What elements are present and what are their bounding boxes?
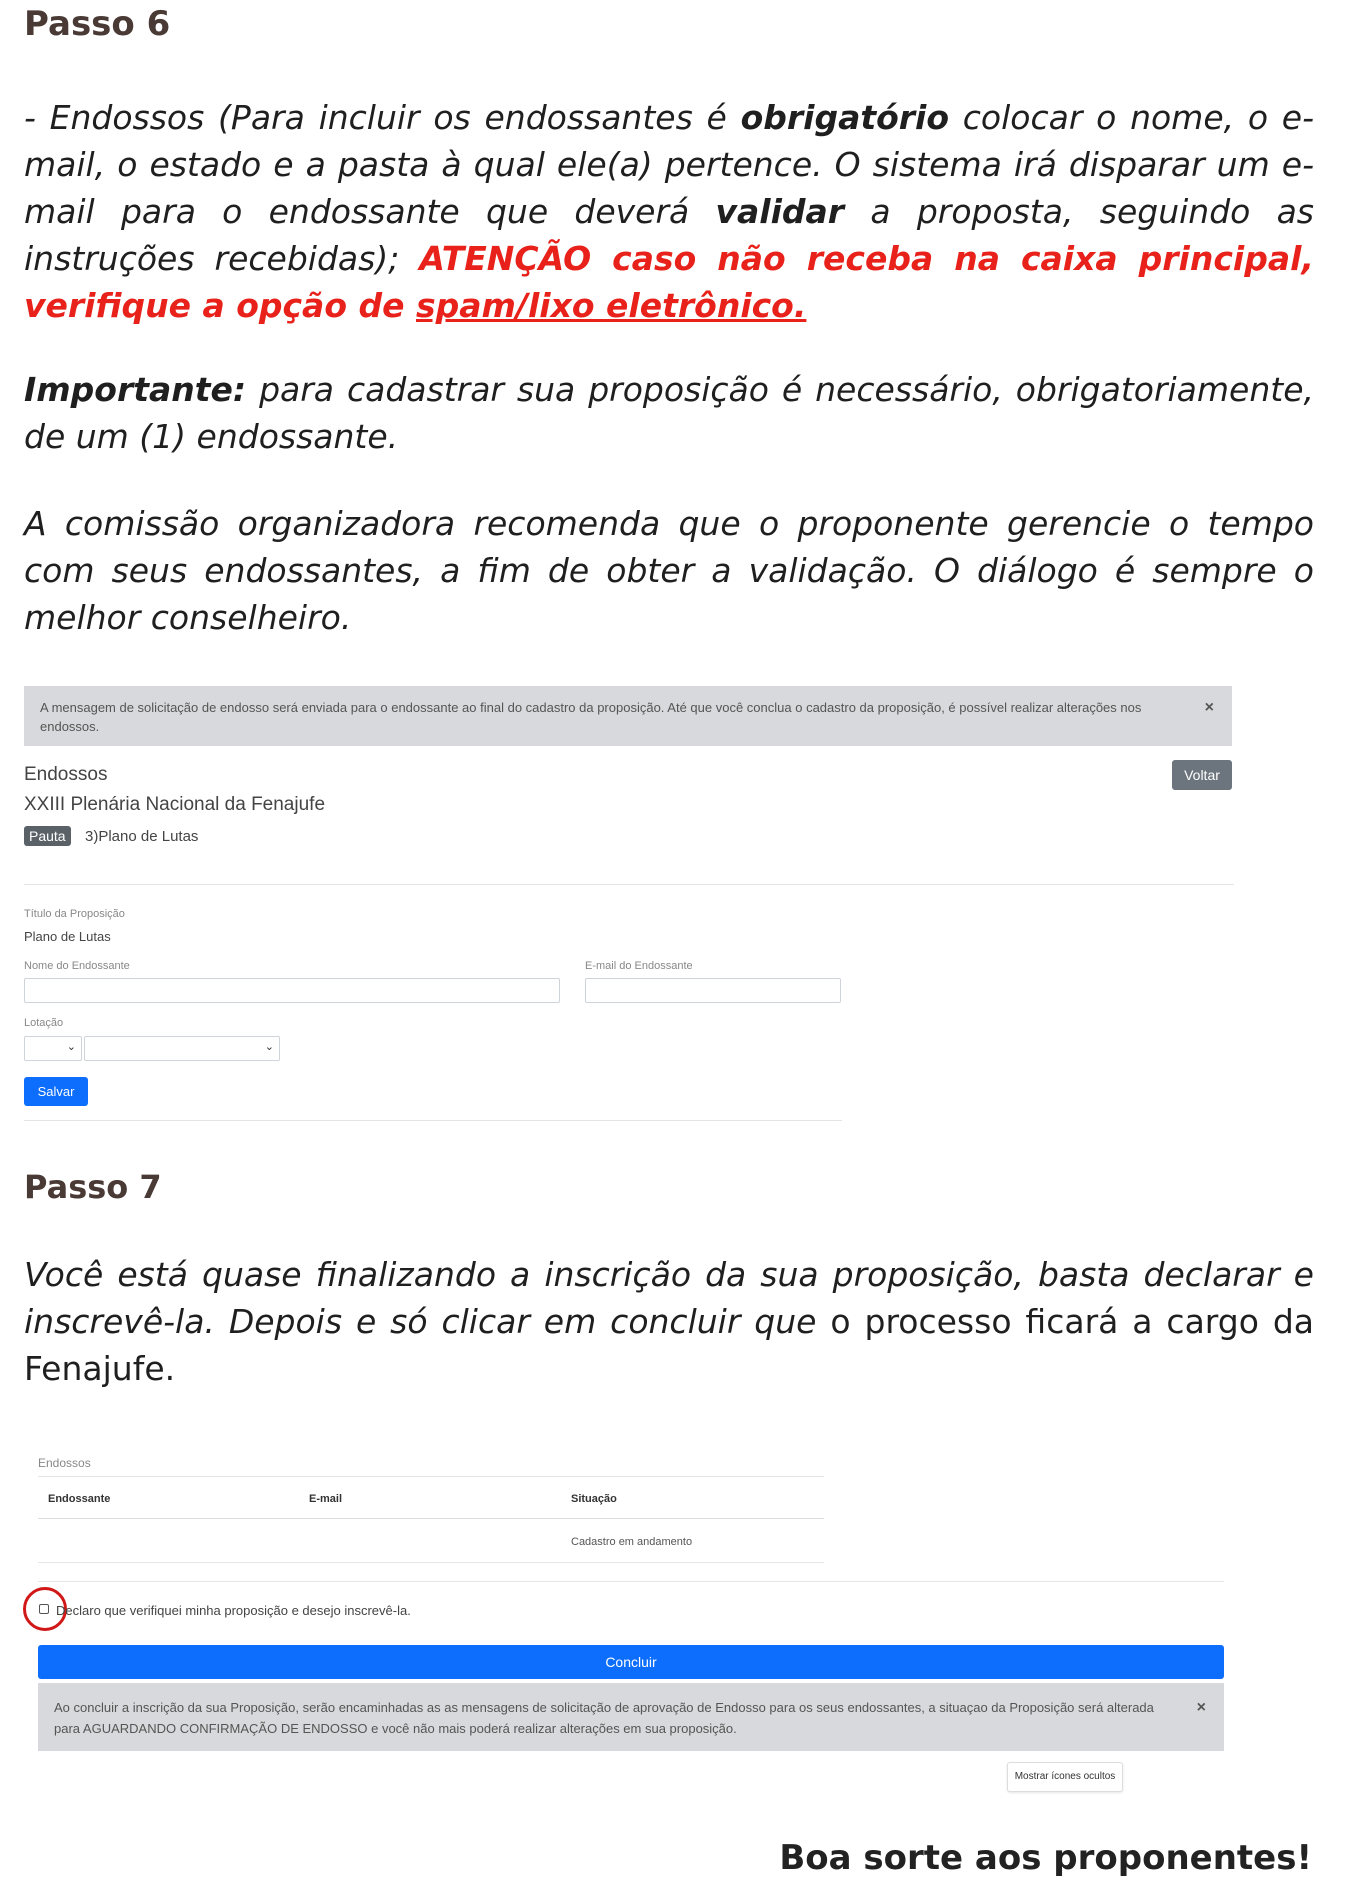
divider [38,1581,1224,1582]
pauta-value: 3)Plano de Lutas [85,828,199,845]
state-select[interactable] [24,1036,82,1061]
pauta-badge: Pauta [24,826,71,846]
endorsements-section-label: Endossos [38,1456,91,1470]
conclude-info-alert [38,1683,1224,1751]
lotacao-label: Lotação [24,1017,64,1029]
save-button[interactable]: Salvar [24,1077,88,1106]
conclude-button[interactable]: Concluir [38,1645,1224,1679]
column-header-endossante: Endossante [48,1493,111,1505]
step-6-title: Passo 6 [24,4,171,44]
divider [38,1518,824,1519]
email-label: E-mail do Endossante [585,960,693,972]
step-7-title: Passo 7 [24,1168,162,1206]
endorsement-info-alert [24,686,1232,746]
alert-text: A mensagem de solicitação de endosso será enviada para o endossante ao final do cadastro da proposição. Até que você conclua o cadastro da proposição, é possível realizar alterações nos endossos. [40,700,1142,734]
divider [24,1120,842,1121]
alert-text: Ao concluir a inscrição da sua Proposição, serão encaminhadas as as mensagens de solicitação de aprovação de Endosso para os seus endossantes, a situaçao da Proposição será alterada para AGUARDANDO CONFIRMAÇÃO DE ENDOSSO e você não mais poderá realizar alterações em sua proposição. [54,1700,1154,1736]
declaration-checkbox[interactable] [39,1604,49,1614]
instruction-text-a: - Endossos (Para incluir os endossantes é [24,98,741,137]
instruction-bold-validar: validar [715,192,845,231]
page-heading: Endossos [24,764,108,785]
important-note [24,366,1314,460]
step-7-normal-text: o processo ficará a cargo da Fenajufe. [24,1302,1315,1388]
column-header-situacao: Situação [571,1493,617,1505]
endorsement-status: Cadastro em andamento [571,1536,693,1548]
title-value: Plano de Lutas [24,929,111,944]
chevron-down-icon: ⌄ [66,1040,76,1053]
recommendation-text: A comissão organizadora recomenda que o proponente gerencie o tempo com seus endossantes, a fim de obter a validação. O diálogo é sempre o melhor conselheiro. [24,504,1314,637]
event-title: XXIII Plenária Nacional da Fenajufe [24,794,326,815]
important-label: Importante: [24,370,247,409]
divider [38,1476,824,1477]
divider [38,1562,824,1563]
show-hidden-icons-button[interactable]: Mostrar ícones ocultos [1007,1762,1123,1792]
close-icon[interactable]: × [1196,1699,1206,1716]
back-button[interactable]: Voltar [1172,760,1232,790]
close-icon[interactable]: × [1204,699,1214,716]
step-7-instructions [24,1251,1314,1392]
closing-message: Boa sorte aos proponentes! [779,1838,1312,1878]
important-text: para cadastrar sua proposição é necessário, obrigatoriamente, de um (1) endossante. [24,370,1314,456]
step-7-italic-text: Você está quase finalizando a inscrição da sua proposição, basta declarar e inscrevê-la. Depois e só clicar em concluir que [24,1255,1314,1341]
divider [24,884,1234,885]
endorser-email-input[interactable] [585,978,841,1003]
instruction-text-c: colocar o nome, o e-mail, o estado e a pasta à qual ele(a) pertence. O sistema irá disparar um e-mail para o endossante que deverá [24,98,1314,231]
spam-warning: ATENÇÃO caso não receba na caixa principal, verifique a opção de spam/lixo eletrônico. [24,239,1314,325]
declaration-label: Declaro que verifiquei minha proposição e desejo inscrevê-la. [56,1603,411,1618]
endossos-instructions [24,94,1314,329]
spam-link[interactable]: spam/lixo eletrônico. [415,286,807,325]
instruction-bold-obrigatorio: obrigatório [740,98,950,137]
title-label: Título da Proposição [24,908,125,920]
column-header-email: E-mail [309,1493,343,1505]
folder-select[interactable] [84,1036,280,1061]
instruction-text-e: a proposta, seguindo as instruções recebidas); [24,192,1314,278]
name-label: Nome do Endossante [24,960,130,972]
endorser-name-input[interactable] [24,978,560,1003]
chevron-down-icon: ⌄ [264,1040,274,1053]
